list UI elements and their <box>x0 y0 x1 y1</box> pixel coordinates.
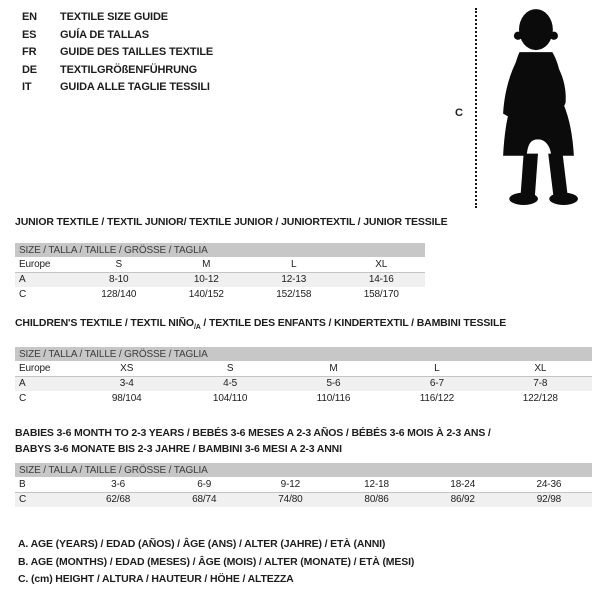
babies-title-line1: BABIES 3-6 MONTH TO 2-3 YEARS / BEBÉS 3-6 MESES A 2-3 AÑOS / BÉBÉS 3-6 MOIS À 2-3 ANS / <box>15 427 491 439</box>
babies-size-table <box>15 463 592 507</box>
guide-title-fr: GUIDE DES TAILLES TEXTILE <box>60 46 214 59</box>
cell-value: 6-9 <box>161 477 247 492</box>
size-col-header: M <box>163 257 251 272</box>
title-part: CHILDREN'S TEXTILE / TEXTIL NIÑO <box>15 317 194 329</box>
height-measure-dotted-line <box>475 8 477 208</box>
cell-value: 80/86 <box>333 492 419 507</box>
cell-value: 10-12 <box>163 272 251 287</box>
table-row-age <box>15 272 425 287</box>
size-col-header: S <box>75 257 163 272</box>
language-code: ES <box>22 28 37 41</box>
size-header-text: SIZE / TALLA / TAILLE / GRÖSSE / TAGLIA <box>15 243 425 257</box>
language-code: FR <box>22 46 37 59</box>
size-col-header: XL <box>489 361 592 376</box>
size-col-header: L <box>250 257 338 272</box>
row-label: A <box>15 376 75 391</box>
language-row-en <box>22 9 213 27</box>
table-row-height <box>15 287 425 302</box>
column-header-row <box>15 257 425 272</box>
size-header-bar <box>15 243 425 257</box>
note-height-cm: C. (cm) HEIGHT / ALTURA / HAUTEUR / HÖHE / ALTEZZA <box>18 573 294 585</box>
cell-value: 116/122 <box>419 393 455 405</box>
cell-value: 4-5 <box>178 376 281 391</box>
language-row-it <box>22 79 213 97</box>
guide-title-en: TEXTILE SIZE GUIDE <box>60 11 168 23</box>
toddler-silhouette-icon <box>489 6 589 207</box>
cell-value: 74/80 <box>247 492 333 507</box>
table-row-height <box>15 492 592 507</box>
cell-value: 68/74 <box>161 492 247 507</box>
title-part: / TEXTILE DES ENFANTS / KINDERTEXTIL / BAMBINI TESSILE <box>200 317 507 329</box>
size-col-header: S <box>178 361 281 376</box>
legend-notes <box>18 536 414 589</box>
size-header-text: SIZE / TALLA / TAILLE / GRÖSSE / TAGLIA <box>15 347 592 361</box>
row-label: A <box>15 272 75 287</box>
childrens-size-table <box>15 347 592 406</box>
childrens-textile-section <box>15 317 592 406</box>
junior-table-title: JUNIOR TEXTILE / TEXTIL JUNIOR/ TEXTILE JUNIOR / JUNIORTEXTIL / JUNIOR TESSILE <box>15 216 448 228</box>
cell-value: 12-13 <box>250 272 338 287</box>
cell-value: 98/104 <box>111 393 142 405</box>
size-col-header: L <box>385 361 488 376</box>
cell-value: 9-12 <box>247 477 333 492</box>
cell-value: 110/116 <box>316 393 351 405</box>
language-row-fr <box>22 44 213 62</box>
cell-value: 8-10 <box>75 272 163 287</box>
cell-value: 24-36 <box>506 477 592 492</box>
cell-value: 12-18 <box>333 477 419 492</box>
region-label: Europe <box>15 361 75 376</box>
table-row-height <box>15 391 592 406</box>
size-header-bar <box>15 347 592 361</box>
note-age-months: B. AGE (MONTHS) / EDAD (MESES) / ÂGE (MOIS) / ALTER (MONATE) / ETÀ (MESI) <box>18 555 415 568</box>
cell-value: 62/68 <box>75 492 161 507</box>
cell-value: 158/170 <box>363 289 399 300</box>
babies-textile-section <box>15 426 592 507</box>
cell-value: 6-7 <box>385 376 488 391</box>
language-title-list <box>22 9 213 97</box>
cell-value: 122/128 <box>522 393 558 405</box>
cell-value: 7-8 <box>489 376 592 391</box>
language-code: EN <box>22 11 37 23</box>
cell-value: 14-16 <box>338 272 426 287</box>
row-label: B <box>15 477 75 492</box>
cell-value: 5-6 <box>282 376 385 391</box>
cell-value: 104/110 <box>212 393 248 405</box>
cell-value: 3-6 <box>75 477 161 492</box>
size-header-bar <box>15 463 592 477</box>
title-subscript: /A <box>193 324 201 332</box>
childrens-table-title <box>15 317 592 331</box>
cell-value: 128/140 <box>101 289 137 300</box>
cell-value: 86/92 <box>420 492 506 507</box>
cell-value: 18-24 <box>420 477 506 492</box>
language-code: DE <box>22 63 37 76</box>
region-label: Europe <box>15 257 75 272</box>
size-col-header: M <box>282 361 385 376</box>
cell-value: 140/152 <box>188 289 224 300</box>
row-label: C <box>15 492 75 507</box>
column-header-row <box>15 361 592 376</box>
language-row-de <box>22 62 213 80</box>
junior-textile-section <box>15 216 448 302</box>
table-row-age-months <box>15 477 592 492</box>
row-label: C <box>19 289 27 300</box>
note-age-years: A. AGE (YEARS) / EDAD (AÑOS) / ÂGE (ANS) / ALTER (JAHRE) / ETÀ (ANNI) <box>18 538 386 550</box>
table-row-age <box>15 376 592 391</box>
size-header-text: SIZE / TALLA / TAILLE / GRÖSSE / TAGLIA <box>15 463 592 477</box>
cell-value: 92/98 <box>506 492 592 507</box>
guide-title-it: GUIDA ALLE TAGLIE TESSILI <box>60 81 210 94</box>
cell-value: 3-4 <box>75 376 178 391</box>
babies-title-line2: BABYS 3-6 MONATE BIS 2-3 JAHRE / BAMBINI 3-6 MESI A 2-3 ANNI <box>15 442 342 455</box>
language-row-es <box>22 27 213 45</box>
size-col-header: XS <box>75 361 178 376</box>
guide-title-es: GUÍA DE TALLAS <box>60 28 149 41</box>
size-col-header: XL <box>338 257 426 272</box>
babies-table-title <box>15 426 592 457</box>
height-measure-label: C <box>455 107 463 119</box>
junior-size-table <box>15 243 425 302</box>
cell-value: 152/158 <box>276 289 312 300</box>
guide-title-de: TEXTILGRÖßENFÜHRUNG <box>60 63 198 76</box>
language-code: IT <box>22 81 32 94</box>
row-label: C <box>19 393 27 405</box>
